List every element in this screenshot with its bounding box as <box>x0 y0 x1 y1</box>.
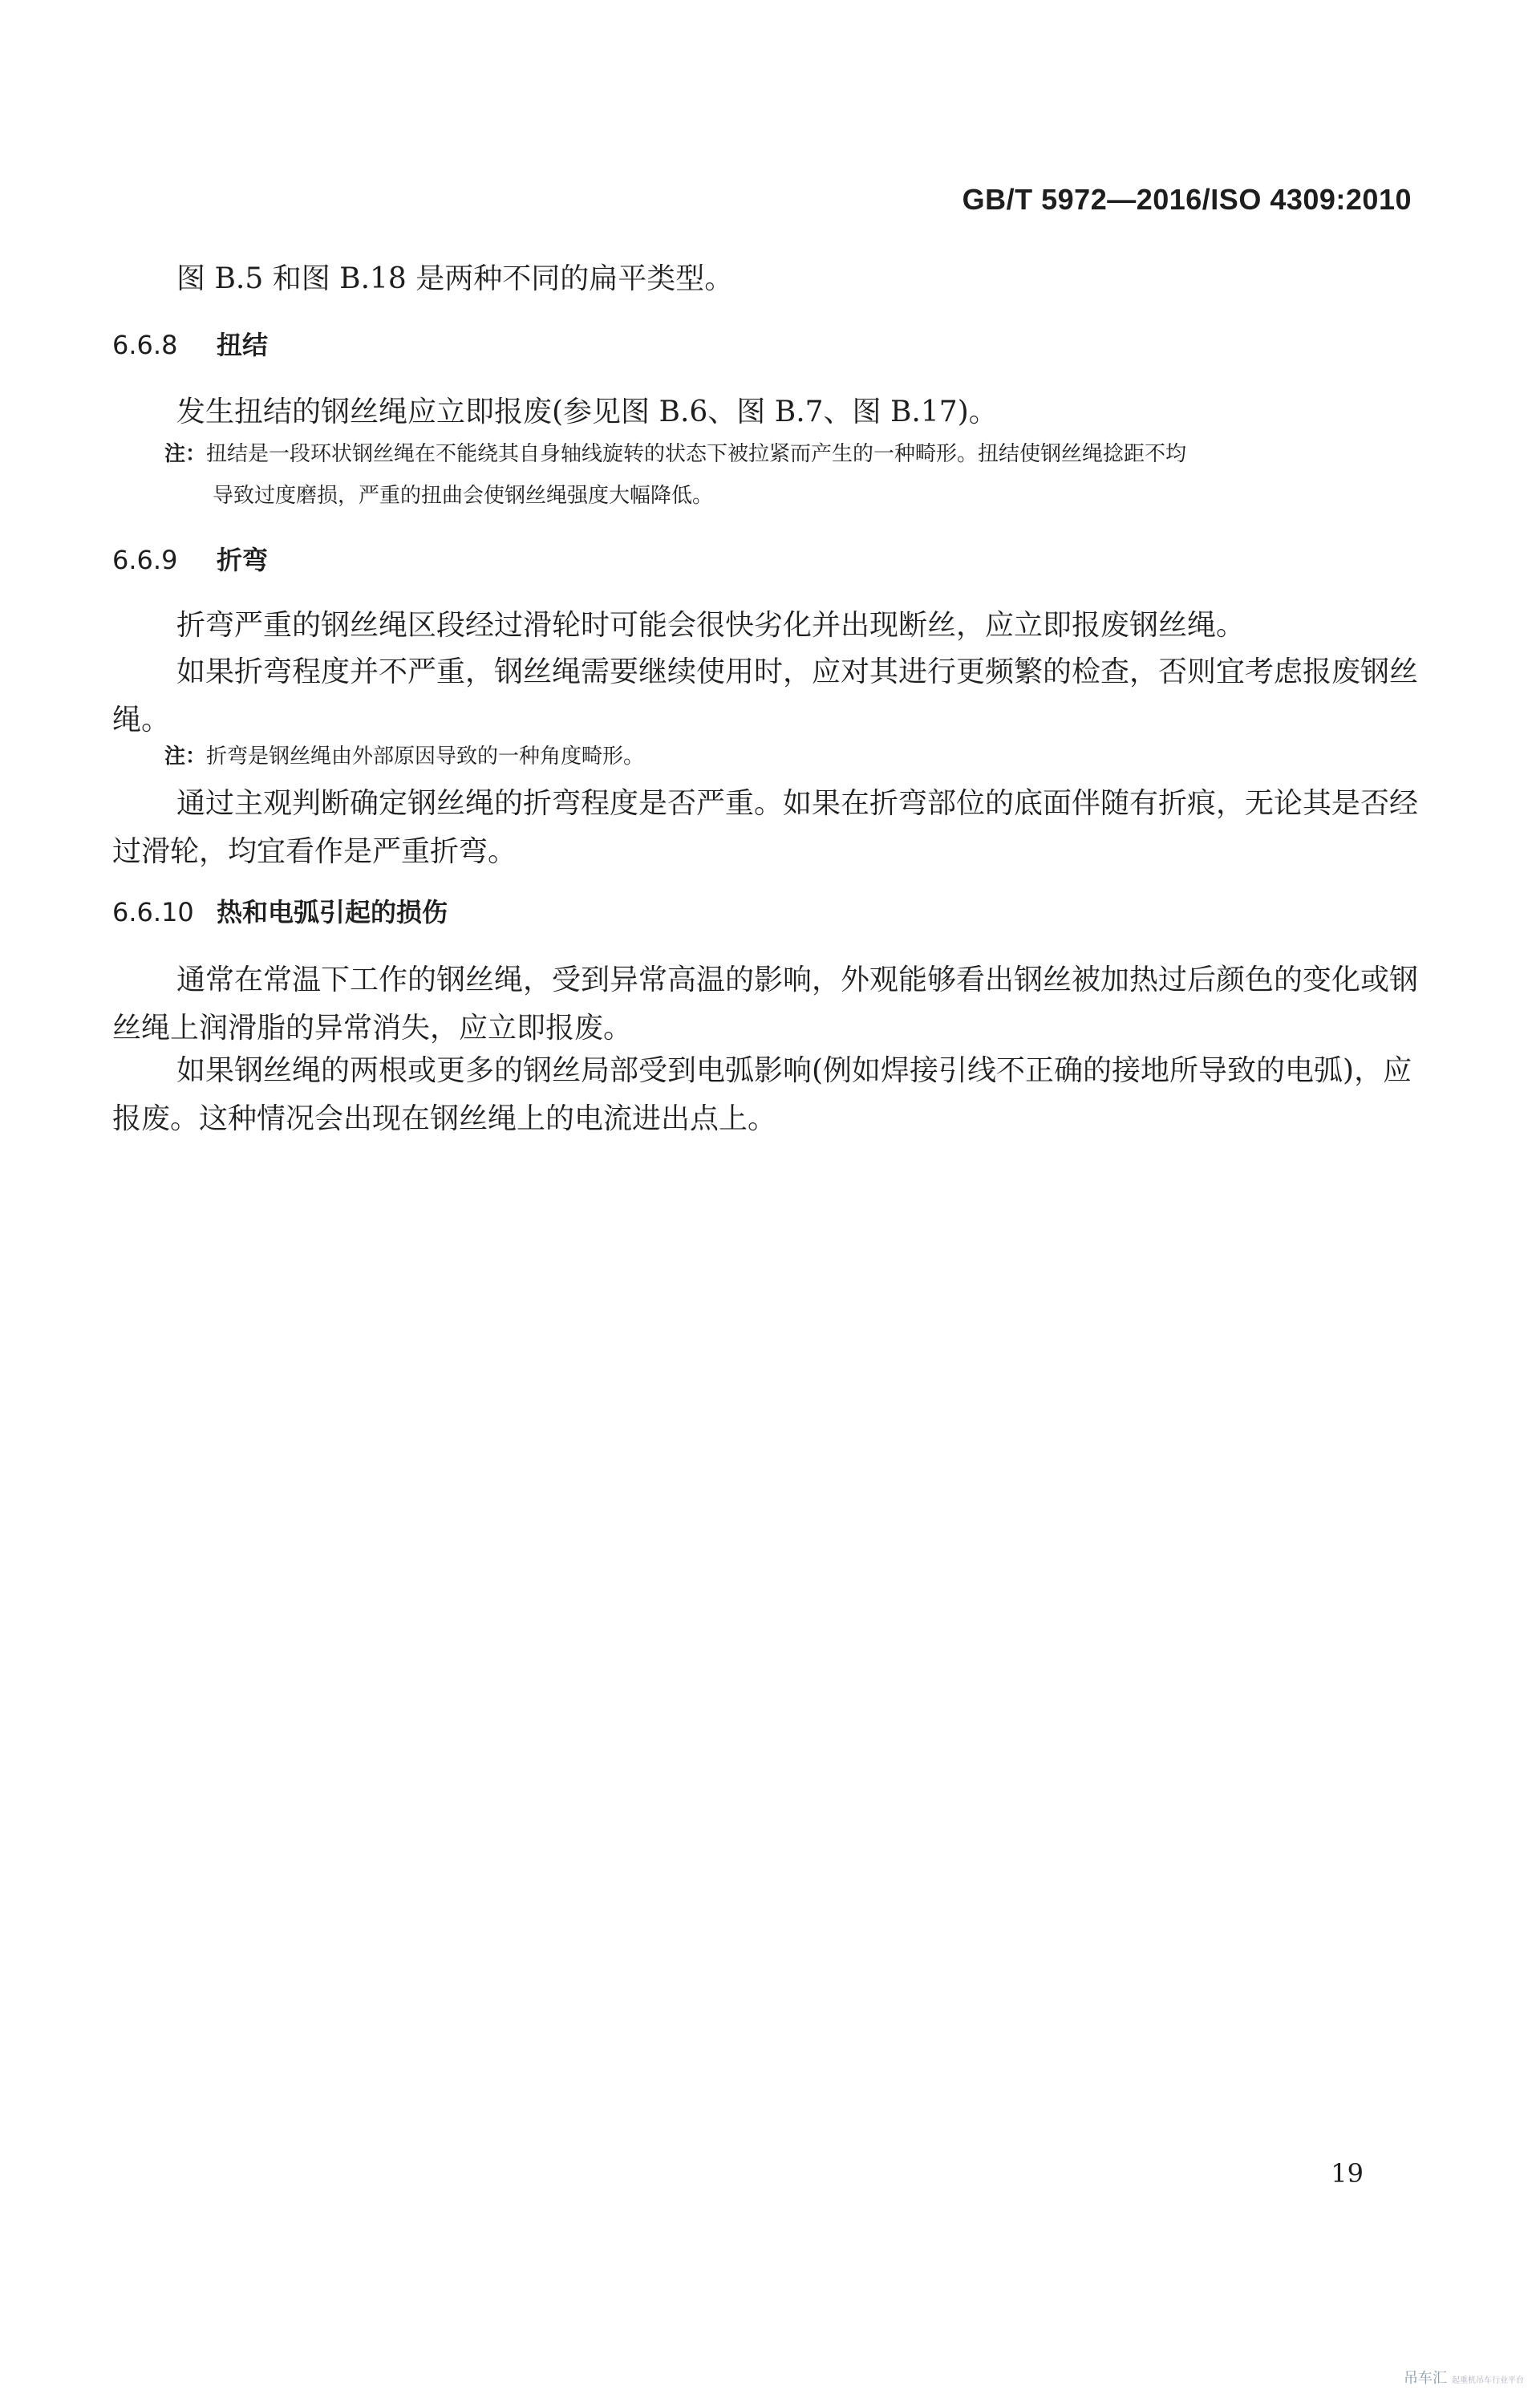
watermark-sub: 起重机吊车行业平台 <box>1452 2376 1524 2385</box>
heat-damage-paragraph-1: 通常在常温下工作的钢丝绳，受到异常高温的影响，外观能够看出钢丝被加热过后颜色的变化或钢丝绳上润滑脂的异常消失，应立即报废。 <box>112 964 1419 1045</box>
note-label: 注： <box>164 442 207 466</box>
watermark-main: 吊车汇 <box>1404 2370 1447 2387</box>
bend-paragraph-2: 如果折弯程度并不严重，钢丝绳需要继续使用时，应对其进行更频繁的检查，否则宜考虑报废钢丝绳。 <box>112 655 1419 736</box>
section-number: 6.6.8 <box>112 330 178 360</box>
bend-note <box>164 736 1420 777</box>
intro-paragraph: 图 B.5 和图 B.18 是两种不同的扁平类型。 <box>176 262 734 295</box>
section-6-6-8-heading <box>112 325 268 365</box>
note-label: 注： <box>164 745 207 769</box>
section-6-6-9-heading <box>112 540 268 580</box>
heat-damage-paragraph-2: 如果钢丝绳的两根或更多的钢丝局部受到电弧影响(例如焊接引线不正确的接地所导致的电弧)，应报废。这种情况会出现在钢丝绳上的电流进出点上。 <box>112 1054 1412 1135</box>
standard-header: GB/T 5972—2016/ISO 4309:2010 <box>962 183 1412 216</box>
note-line: 折弯是钢丝绳由外部原因导致的一种角度畸形。 <box>206 745 645 769</box>
section-title: 热和电弧引起的损伤 <box>217 897 448 927</box>
kink-note <box>164 433 1420 517</box>
bend-paragraph-1: 折弯严重的钢丝绳区段经过滑轮时可能会很快劣化并出现断丝，应立即报废钢丝绳。 <box>176 609 1246 642</box>
watermark-logo <box>1404 2367 1524 2388</box>
page-number: 19 <box>1331 2158 1364 2189</box>
section-number: 6.6.10 <box>112 897 194 927</box>
section-6-6-10-heading <box>112 892 448 932</box>
kink-paragraph: 发生扭结的钢丝绳应立即报废(参见图 B.6、图 B.7、图 B.17)。 <box>176 396 998 428</box>
note-line: 扭结是一段环状钢丝绳在不能绕其自身轴线旋转的状态下被拉紧而产生的一种畸形。扭结使钢丝绳捻距不均 <box>206 442 1187 466</box>
section-number: 6.6.9 <box>112 545 178 575</box>
section-title: 扭结 <box>217 330 269 360</box>
section-title: 折弯 <box>217 545 269 575</box>
bend-paragraph-3: 通过主观判断确定钢丝绳的折弯程度是否严重。如果在折弯部位的底面伴随有折痕，无论其是否经过滑轮，均宜看作是严重折弯。 <box>112 787 1419 868</box>
note-line: 导致过度磨损，严重的扭曲会使钢丝绳强度大幅降低。 <box>213 484 714 508</box>
